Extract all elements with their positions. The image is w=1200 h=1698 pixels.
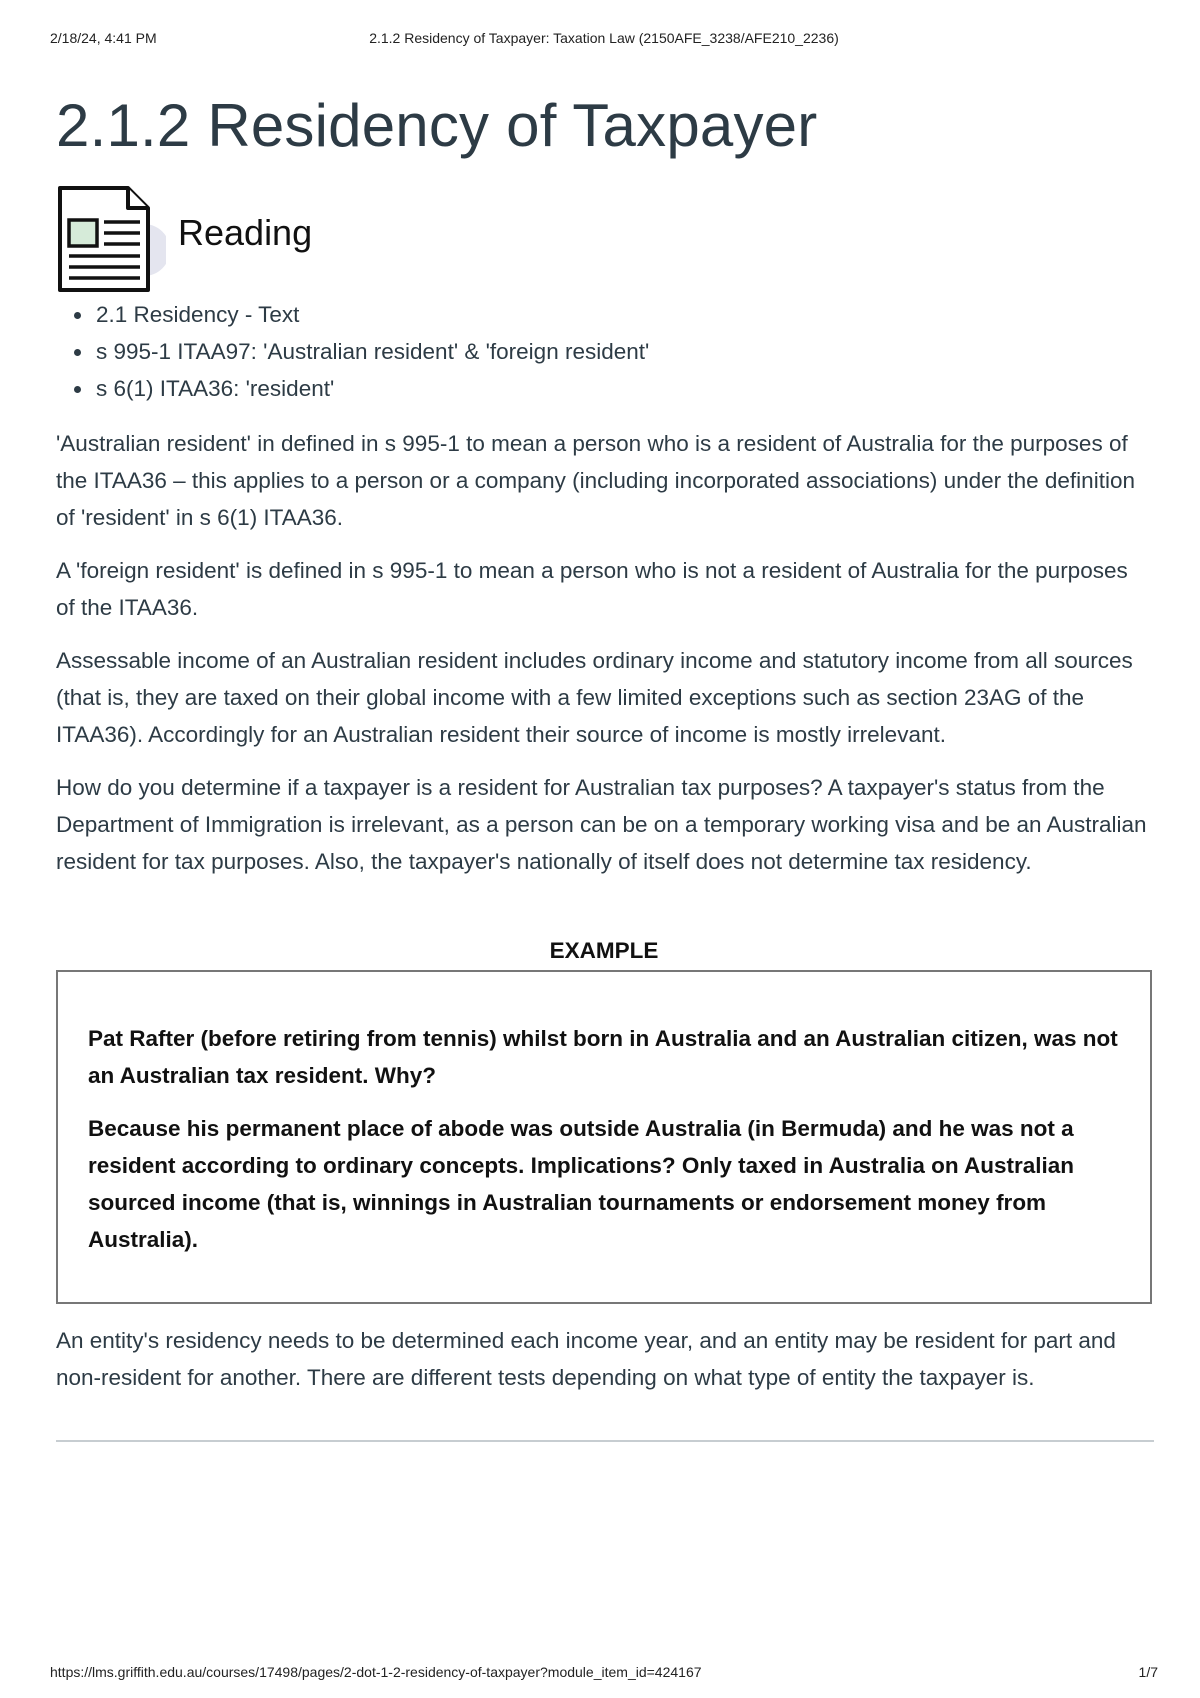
reading-list-item: • s 995-1 ITAA97: 'Australian resident' & 'foreign resident' [94, 333, 1152, 370]
example-heading: EXAMPLE [549, 938, 659, 963]
reading-heading: Reading [178, 212, 313, 253]
example-box [56, 970, 1152, 1304]
body-paragraph: 'Australian resident' in defined in s 995-1 to mean a person who is a resident of Australia for the purposes of the ITAA36 – this applies to a person or a company (including incorporated associations) under the definition of 'resident' in s 6(1) ITAA36. [56, 431, 1135, 530]
body-paragraph: A 'foreign resident' is defined in s 995-1 to mean a person who is not a resident of Australia for the purposes of the ITAA36. [56, 558, 1128, 620]
section-divider [56, 1440, 1154, 1442]
print-url: https://lms.griffith.edu.au/courses/17498/pages/2-dot-1-2-residency-of-taxpayer?module_item_id=424167 [50, 1664, 702, 1680]
reading-list-item: • 2.1 Residency - Text [94, 296, 1152, 333]
reading-list-item: • s 6(1) ITAA36: 'resident' [94, 370, 1152, 407]
body-paragraph: Assessable income of an Australian resident includes ordinary income and statutory income from all sources (that is, they are taxed on their global income with a few limited exceptions such as section 23AG of the ITAA36). Accordingly for an Australian resident their source of income is mostly irrelevant. [56, 648, 1133, 747]
reading-section-header [56, 184, 1152, 296]
closing-paragraph: An entity's residency needs to be determined each income year, and an entity may be resident for part and non-resident for another. There are different tests depending on what type of entity the taxpayer is. [56, 1328, 1116, 1390]
page-content [56, 80, 1152, 1442]
print-page-number: 1/7 [1138, 1664, 1158, 1680]
print-datetime: 2/18/24, 4:41 PM [50, 30, 157, 46]
example-answer: Because his permanent place of abode was outside Australia (in Bermuda) and he was not a resident according to ordinary concepts. Implications? Only taxed in Australia on Australian sourced income (that is, winnings in Australian tournaments or endorsement money from Australia). [88, 1116, 1075, 1252]
example-question: Pat Rafter (before retiring from tennis) whilst born in Australia and an Australian citizen, was not an Australian tax resident. Why? [88, 1026, 1118, 1088]
page-title: 2.1.2 Residency of Taxpayer [56, 92, 818, 159]
body-paragraph: How do you determine if a taxpayer is a resident for Australian tax purposes? A taxpayer's status from the Department of Immigration is irrelevant, as a person can be on a temporary working visa and be an Australian resident for tax purposes. Also, the taxpayer's nationally of itself does not determine tax residency. [56, 775, 1147, 874]
document-icon [56, 184, 166, 296]
print-page-title: 2.1.2 Residency of Taxpayer: Taxation Law (2150AFE_3238/AFE210_2236) [369, 30, 839, 46]
print-footer [50, 1664, 1158, 1684]
print-header [50, 30, 1158, 50]
reading-list [56, 296, 1152, 407]
